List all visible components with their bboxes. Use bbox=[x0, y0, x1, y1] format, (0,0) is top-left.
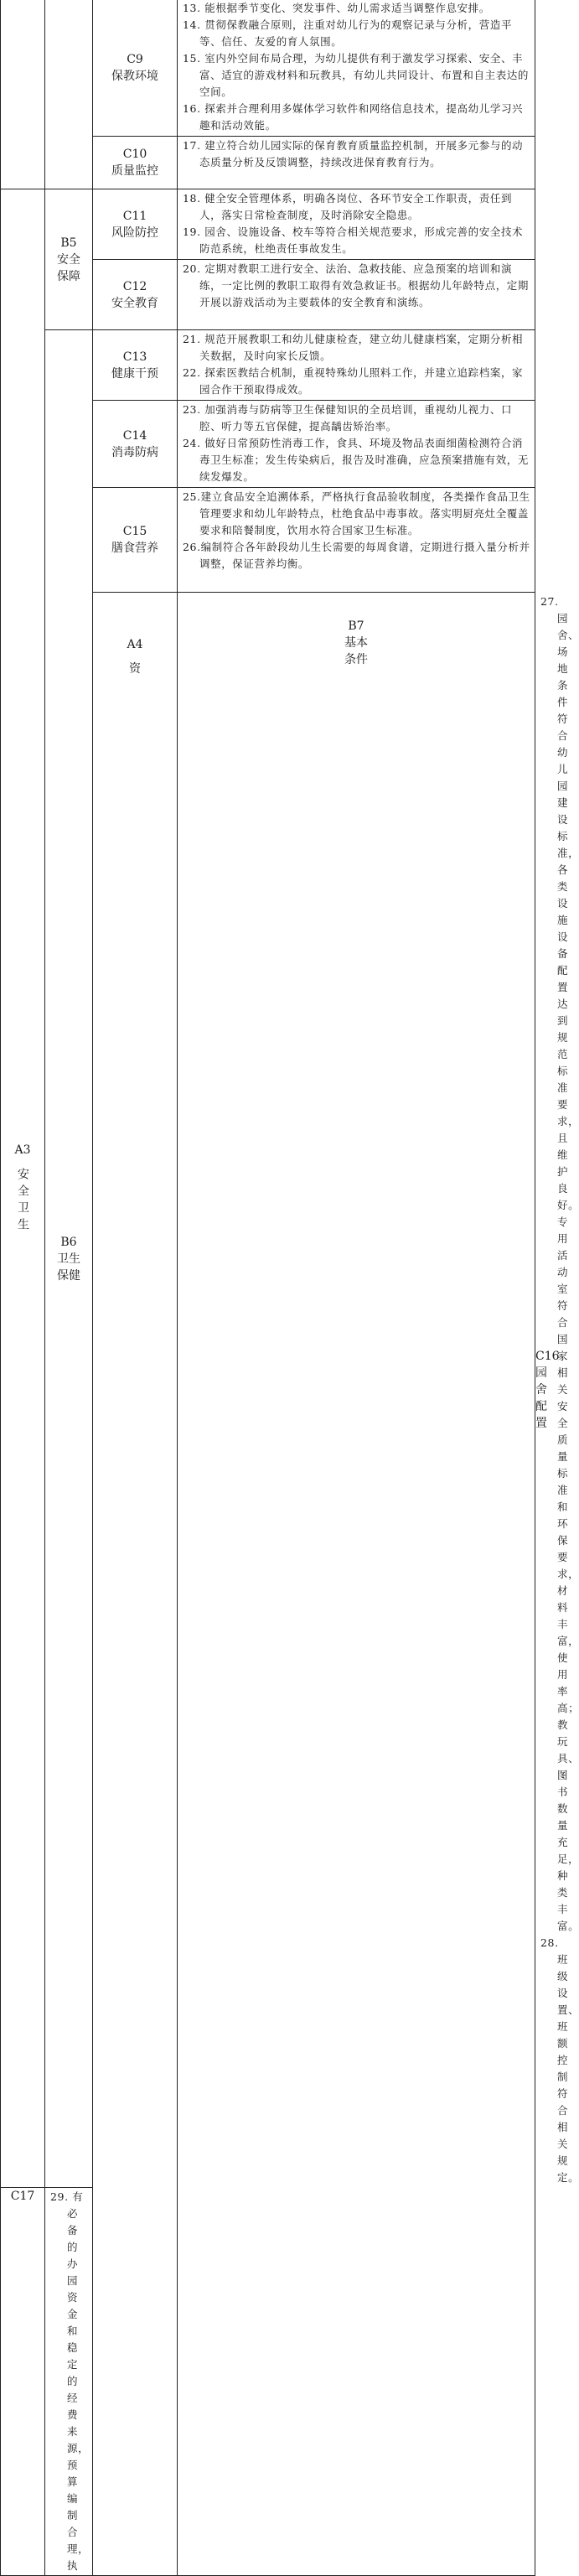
b7-code: B7 bbox=[348, 619, 364, 633]
list-item: 29. 有必备的办园资金和稳定的经费来源，预算编制合理，执 bbox=[50, 2190, 90, 2572]
c10-name: 质量监控 bbox=[111, 164, 158, 178]
c17-cell bbox=[1, 2188, 45, 2576]
c13-cell bbox=[93, 330, 178, 401]
list-item: 27. 园舍、场地条件符合幼儿园建设标准，各类设施设备配置达到规范标准要求，且维护良好。专用活动室符合国家相关安全质量标准和环保要求，材料丰富，使用率高；教玩具、图书数量充足，种类丰富。 bbox=[540, 595, 579, 1932]
a4-code: A4 bbox=[127, 638, 143, 651]
c11-cell bbox=[93, 189, 178, 260]
c10-cell bbox=[93, 137, 178, 189]
c15-cell bbox=[93, 488, 178, 593]
c9-cell bbox=[93, 0, 178, 137]
c14-code: C14 bbox=[122, 428, 147, 443]
list-item: 17. 建立符合幼儿园实际的保育教育质量监控机制，开展多元参与的动态质量分析及反馈调整，持续改进保育教育行为。 bbox=[183, 139, 524, 168]
empty-level2-cell bbox=[45, 0, 93, 189]
b6-code: B6 bbox=[60, 1235, 77, 1249]
b5-code: B5 bbox=[60, 236, 77, 250]
c14-name: 消毒防病 bbox=[111, 445, 158, 459]
c17-code: C17 bbox=[10, 2190, 35, 2203]
list-item: 25.建立食品安全追溯体系，严格执行食品验收制度，各类操作食品卫生管理要求和幼儿年龄特点，杜绝食品中毒事故。落实明厨亮灶全覆盖要求和陪餐制度，饮用水符合国家卫生标准。 bbox=[183, 490, 530, 536]
a3-cell bbox=[1, 189, 45, 2188]
c10-code: C10 bbox=[122, 148, 147, 161]
b5-cell bbox=[45, 189, 93, 330]
c13-content bbox=[178, 330, 535, 401]
table-row bbox=[1, 330, 535, 401]
list-item: 18. 健全安全管理体系，明确各岗位、各环节安全工作职责，责任到人，落实日常检查制度，及时消除安全隐患。 bbox=[183, 192, 513, 221]
c9-name: 保教环境 bbox=[111, 69, 158, 83]
b7-name: 基本条件 bbox=[344, 636, 368, 666]
a4-name: 资 bbox=[129, 662, 141, 676]
list-item: 15. 室内外空间布局合理，为幼儿提供有利于激发学习探索、安全、丰富、适宜的游戏材料和玩教具，有幼儿共同设计、布置和自主表达的空间。 bbox=[183, 52, 530, 98]
list-item: 19. 园舍、设施设备、校车等符合相关规范要求，形成完善的安全技术防范系统，杜绝责任事故发生。 bbox=[183, 225, 524, 255]
list-item: 21. 规范开展教职工和幼儿健康检查，建立幼儿健康档案，定期分析相关数据，及时向家长反馈。 bbox=[183, 333, 524, 362]
c12-name: 安全教育 bbox=[111, 296, 158, 310]
table-row bbox=[1, 0, 535, 137]
c12-content bbox=[178, 260, 535, 330]
c12-cell bbox=[93, 260, 178, 330]
c14-cell bbox=[93, 401, 178, 488]
c10-content bbox=[178, 137, 535, 189]
table-row bbox=[1, 189, 535, 260]
c14-content bbox=[178, 401, 535, 488]
list-item: 28. 班级设置、班额控制符合相关规定。 bbox=[540, 1936, 579, 2184]
b6-name: 卫生保健 bbox=[57, 1252, 80, 1283]
list-item: 24. 做好日常预防性消毒工作，食具、环境及物品表面细菌检测符合消毒卫生标准；发生传染病后，报告及时准确，应急预案措施有效，无续发爆发。 bbox=[183, 437, 530, 483]
c9-code: C9 bbox=[127, 52, 143, 66]
c15-content bbox=[178, 488, 535, 593]
c17-content bbox=[45, 2188, 93, 2576]
c11-code: C11 bbox=[122, 209, 147, 223]
list-item: 22. 探索医教结合机制，重视特殊幼儿照料工作，并建立追踪档案，家园合作干预取得成效。 bbox=[183, 366, 524, 396]
c9-content bbox=[178, 0, 535, 137]
c11-content bbox=[178, 189, 535, 260]
a4-cell bbox=[93, 593, 178, 2576]
a3-code: A3 bbox=[14, 1143, 31, 1157]
b7-cell bbox=[178, 593, 535, 2576]
list-item: 26.编制符合各年龄段幼儿生长需要的每周食谱，定期进行摄入量分析并调整，保证营养均衡。 bbox=[183, 541, 530, 570]
c15-name: 膳食营养 bbox=[111, 542, 158, 555]
c12-code: C12 bbox=[122, 279, 147, 293]
list-item: 23. 加强消毒与防病等卫生保健知识的全员培训，重视幼儿视力、口腔、听力等五官保健，提高龋齿矫治率。 bbox=[183, 403, 513, 433]
table-row: A4 资 B7 基本条件 C16 园舍配置 27. 园舍、场地条件符合幼儿园建设标准，各类设施设备配置达到规范标准要求，且维护良好。专用活动室符合国家相关安全质量标准和环保要求，材料丰富，使用率高；教玩具、图书数量充足，种类丰富。 28. 班级设置、班额控制符合相关规定。 bbox=[1, 593, 535, 2188]
b6-cell bbox=[45, 330, 93, 2188]
list-item: 13. 能根据季节变化、突发事件、幼儿需求适当调整作息安排。 bbox=[183, 2, 490, 14]
c15-code: C15 bbox=[122, 525, 147, 538]
empty-level1-cell bbox=[1, 0, 45, 189]
list-item: 20. 定期对教职工进行安全、法治、急救技能、应急预案的培训和演练，一定比例的教职工取得有效急救证书。根据幼儿年龄特点，定期开展以游戏活动为主要载体的安全教育和演练。 bbox=[183, 262, 530, 308]
list-item: 16. 探索并合理利用多媒体学习软件和网络信息技术，提高幼儿学习兴趣和活动效能。 bbox=[183, 102, 524, 132]
list-item: 14. 贯彻保教融合原则，注重对幼儿行为的观察记录与分析，营造平等、信任、友爱的育人氛围。 bbox=[183, 18, 513, 48]
c13-name: 健康干预 bbox=[111, 366, 158, 381]
c11-name: 风险防控 bbox=[111, 225, 158, 240]
a3-name: 安全卫生 bbox=[16, 1168, 29, 1235]
c13-code: C13 bbox=[122, 350, 147, 364]
b5-name: 安全保障 bbox=[57, 252, 80, 283]
